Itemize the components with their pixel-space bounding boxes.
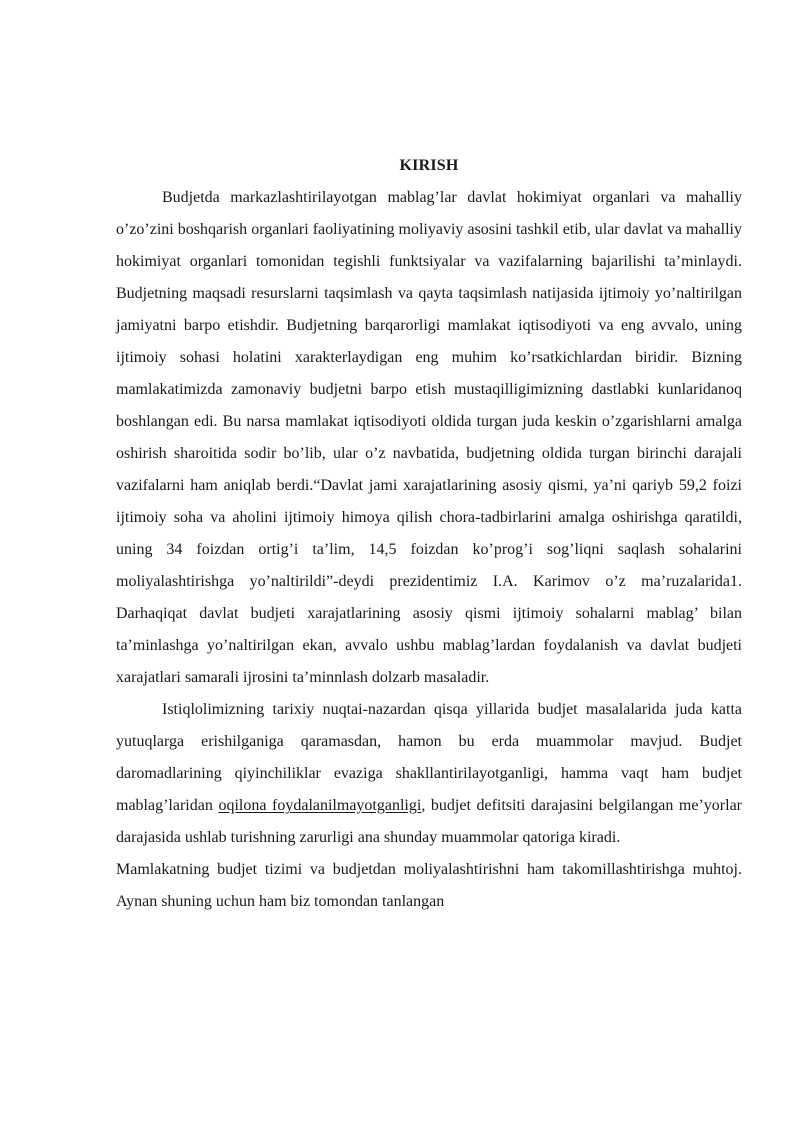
paragraph-problems-start: Istiqlolimizning tarixiy nuqtai-nazardan qisqa yillarida budjet masalalarida juda katta yutuqlarga erishilganiga qaramasdan, hamon bu erda muammolar mavjud. Budjet daromadlarining qiyinchiliklar evaziga shakllantirilayotganligi, hamma vaqt ham budjet mablag’laridan: [116, 701, 742, 814]
paragraph-intro: Budjetda markazlashtirilayotgan mablag’lar davlat hokimiyat organlari va mahalliy o’zo’zini boshqarish organlari faoliyatining moliyaviy asosini tashkil etib, ular davlat va mahalliy hokimiyat organlari tomonidan tegishli funktsiyalar va vazifalarning bajarilishi ta’minlaydi. Budjetning maqsadi resurslarni taqsimlash va qayta taqsimlash natijasida ijtimoiy yo’naltirilgan jamiyatni barpo etishdir. Budjetning barqarorligi mamlakat iqtisodiyoti va eng avvalo, uning ijtimoiy sohasi holatini xarakterlaydigan eng muhim ko’rsatkichlardan biridir. Bizning mamlakatimizda zamonaviy budjetni barpo etish mustaqilligimizning dastlabki kunlaridanoq boshlangan edi. Bu narsa mamlakat iqtisodiyoti oldida turgan juda keskin o’zgarishlarni amalga oshirish sharoitida sodir bo’lib, ular o’z navbatida, budjetning oldida turgan birinchi darajali vazifalarni ham aniqlab berdi.“Davlat jami xarajatlarining asosiy qismi, ya’ni qariyb 59,2 foizi ijtimoiy soha va aholini ijtimoiy himoya qilish chora-tadbirlarini amalga oshirishga qaratildi, uning 34 foizdan ortig’i ta’lim, 14,5 foizdan ko’prog’i sog’liqni saqlash sohalarini moliyalashtirishga yo’naltirildi”-deydi prezidentimiz I.A. Karimov o’z ma’ruzalarida1. Darhaqiqat davlat budjeti xarajatlarining asosiy qismi ijtimoiy sohalarni mablag’ bilan ta’minlashga yo’naltirilgan ekan, avvalo ushbu mablag’lardan foydalanish va davlat budjeti xarajatlari samarali ijrosini ta’minnlash dolzarb masaladir.: [116, 189, 742, 686]
paragraph-budget-system: Mamlakatning budjet tizimi va budjetdan moliyalashtirishni ham takomillashtirishga muhtoj. Aynan shuning uchun ham biz tomondan tanlangan: [116, 861, 742, 910]
paragraph-problems: [116, 694, 742, 854]
paragraph-problems-end: , budjet defitsiti darajasini belgilangan me’yorlar darajasida ushlab turishning zarurligi ana shunday muammolar qatoriga kiradi.: [116, 797, 743, 846]
hyperlink-oqilona[interactable]: oqilona foydalanilmayotganligi: [218, 797, 422, 814]
document-heading: KIRISH: [399, 157, 459, 174]
document-page: [116, 150, 742, 918]
